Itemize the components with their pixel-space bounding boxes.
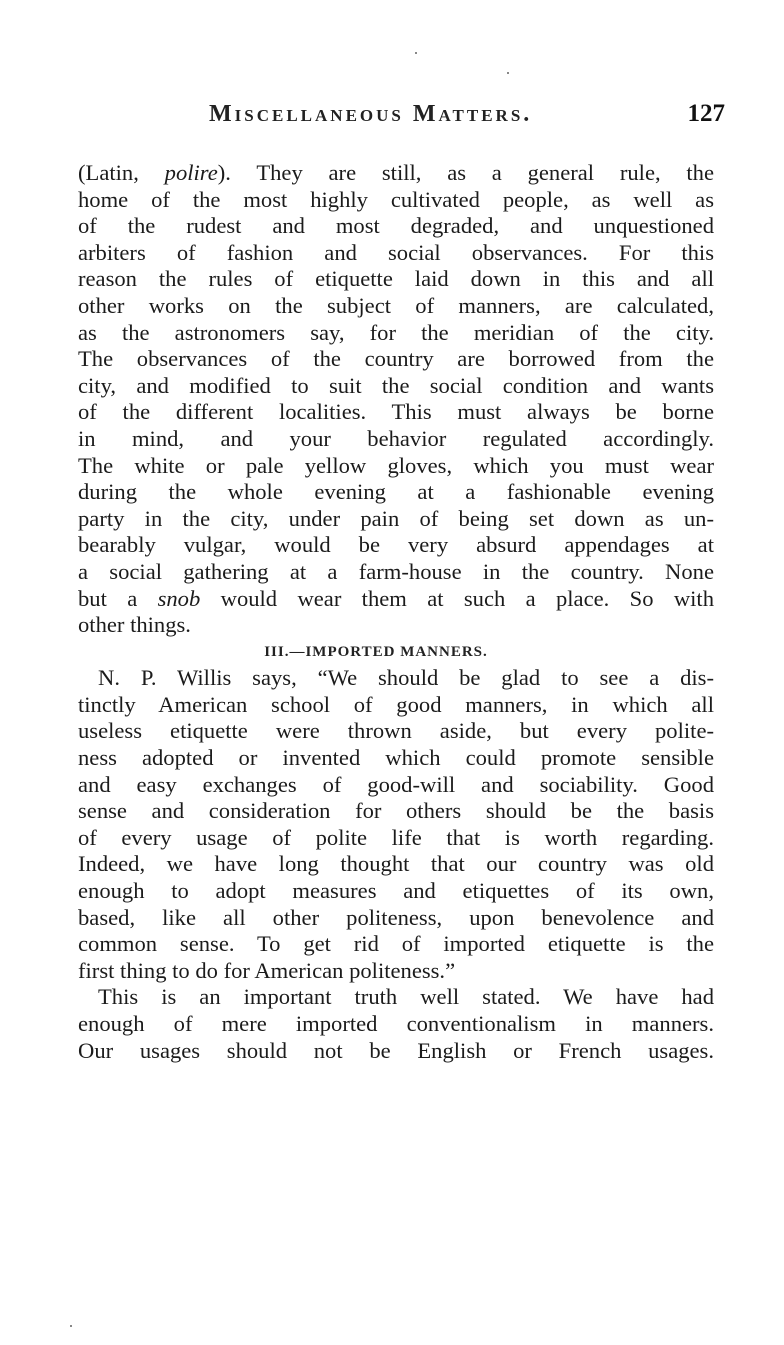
text-line: in mind, and your behavior regulated accordingly. — [78, 425, 714, 451]
paragraph-quote — [78, 665, 714, 984]
text-line: arbiters of fashion and social observances. For this — [78, 239, 714, 265]
text-line: as the astronomers say, for the meridian of the city. — [78, 319, 714, 345]
body-text — [78, 160, 714, 1064]
text-line: other things. — [78, 612, 191, 638]
text-line: The white or pale yellow gloves, which you must wear — [78, 452, 714, 478]
text-line: sense and consideration for others should be the basis — [78, 798, 714, 824]
text-line: of the different localities. This must always be borne — [78, 399, 714, 425]
text-line: first thing to do for American politeness.” — [78, 957, 456, 983]
paragraph-commentary — [78, 984, 714, 1064]
text-line: of every usage of polite life that is worth regarding. — [78, 824, 714, 850]
text-line: city, and modified to suit the social condition and wants — [78, 372, 714, 398]
text-line: during the whole evening at a fashionable evening — [78, 479, 714, 505]
scan-speck — [507, 72, 509, 74]
text-line: ness adopted or invented which could promote sensible — [78, 745, 714, 771]
text-line: tinctly American school of good manners, in which all — [78, 691, 714, 717]
text-line: and easy exchanges of good-will and sociability. Good — [78, 771, 714, 797]
scan-speck — [70, 1325, 72, 1327]
text-line: home of the most highly cultivated people, as well as — [78, 186, 714, 212]
page-number: 127 — [687, 100, 725, 127]
text-line: This is an important truth well stated. We have had — [98, 984, 714, 1010]
text-line: bearably vulgar, would be very absurd appendages at — [78, 532, 714, 558]
text-line: useless etiquette were thrown aside, but every polite- — [78, 718, 714, 744]
text-line: but a snob would wear them at such a place. So with — [78, 585, 714, 611]
text-line: enough to adopt measures and etiquettes of its own, — [78, 878, 714, 904]
paragraph-continued — [78, 160, 714, 639]
running-head — [205, 100, 725, 140]
text-line: other works on the subject of manners, are calculated, — [78, 292, 714, 318]
text-line: of the rudest and most degraded, and unquestioned — [78, 213, 714, 239]
text-line: Our usages should not be English or French usages. — [78, 1037, 714, 1063]
text-line: Indeed, we have long thought that our country was old — [78, 851, 714, 877]
text-line: based, like all other politeness, upon benevolence and — [78, 904, 714, 930]
text-line: reason the rules of etiquette laid down in this and all — [78, 266, 714, 292]
text-line: (Latin, polire). They are still, as a general rule, the — [78, 160, 714, 185]
text-line: common sense. To get rid of imported etiquette is the — [78, 931, 714, 957]
scan-speck — [415, 52, 417, 54]
text-line: enough of mere imported conventionalism in manners. — [78, 1011, 714, 1036]
text-line: party in the city, under pain of being set down as un- — [78, 505, 714, 531]
text-line: The observances of the country are borrowed from the — [78, 346, 714, 372]
text-line: N. P. Willis says, “We should be glad to see a dis- — [98, 665, 714, 691]
section-heading: III.—IMPORTED MANNERS. — [264, 643, 488, 660]
text-line: a social gathering at a farm-house in the country. None — [78, 558, 714, 584]
italic-word: snob — [157, 585, 201, 611]
running-head-title: Miscellaneous Matters. — [209, 101, 533, 127]
italic-word: polire — [164, 160, 218, 185]
